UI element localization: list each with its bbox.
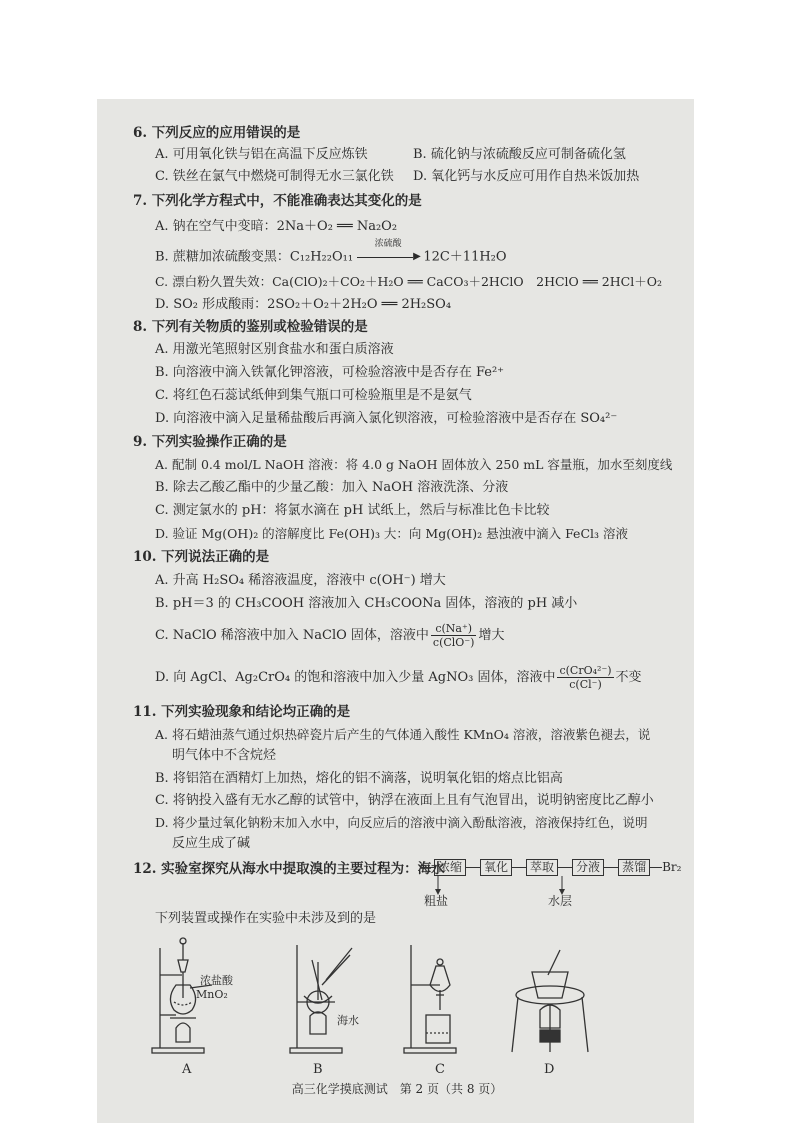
flow-step: 浓缩 — [434, 859, 466, 876]
flow-byproduct-water: 水层 — [548, 894, 573, 908]
q9-stem: 9. 下列实验操作正确的是 — [133, 434, 287, 450]
q10-d-fraction: $\frac{\text{c(CrO₄²⁻)}}{c(Cl^-)}$ — [559, 664, 612, 691]
q10-option-a: A. 升高 H₂SO₄ 稀溶液温度，溶液中 c(OH⁻) 增大 — [155, 573, 446, 588]
q11-option-d-line2: 反应生成了碱 — [172, 836, 251, 851]
flow-step: 蒸馏 — [618, 859, 650, 876]
apparatus-option-a: A — [182, 1062, 192, 1077]
q8-stem: 8. 下列有关物质的鉴别或检验错误的是 — [133, 319, 368, 335]
q11-option-b: B. 将铝箔在酒精灯上加热，熔化的铝不滴落，说明氧化铝的熔点比铝高 — [155, 771, 563, 786]
q6-option-d: D. 氧化钙与水反应可用作自热米饭加热 — [413, 169, 640, 184]
flow-step: 分液 — [572, 859, 604, 876]
flow-step: 氧化 — [480, 859, 512, 876]
q9-option-d: D. 验证 Mg(OH)₂ 的溶解度比 Fe(OH)₃ 大：向 Mg(OH)₂ 悬浊液中滴入 FeCl₃ 溶液 — [155, 526, 628, 541]
q12-stem: 12. 实验室探究从海水中提取溴的主要过程为：海水 — [133, 861, 445, 877]
label-conc-hcl: 浓盐酸 — [200, 974, 233, 987]
q10-c-fraction: $\frac{c(Na^+)}{\text{c(ClO⁻)}}$ — [432, 622, 475, 649]
q6-option-b: B. 硫化钠与浓硫酸反应可制备硫化氢 — [413, 147, 626, 162]
q10-option-c: C. NaClO 稀溶液中加入 NaClO 固体，溶液中 $\frac{c(Na^+)}{\text{c(ClO⁻)}}$ 增大 — [155, 622, 505, 649]
label-mno2: MnO₂ — [196, 988, 228, 1001]
q6-stem: 6. 下列反应的应用错误的是 — [133, 125, 301, 141]
q8-option-d: D. 向溶液中滴入足量稀盐酸后再滴入氯化钡溶液，可检验溶液中是否存在 SO₄²⁻ — [155, 411, 618, 426]
q11-option-a-line2: 明气体中不含烷烃 — [172, 748, 277, 763]
apparatus-option-b: B — [313, 1062, 323, 1077]
q8-option-a: A. 用激光笔照射区别食盐水和蛋白质溶液 — [155, 342, 394, 357]
flow-product: Br₂ — [662, 860, 682, 874]
q6-option-a: A. 可用氧化铁与铝在高温下反应炼铁 — [155, 147, 368, 162]
q7-b-condition: 浓硫酸 — [374, 239, 402, 249]
q9-option-c: C. 测定氯水的 pH：将氯水滴在 pH 试纸上，然后与标准比色卡比较 — [155, 503, 550, 518]
flow-step: 萃取 — [526, 859, 558, 876]
q8-option-c: C. 将红色石蕊试纸伸到集气瓶口可检验瓶里是不是氨气 — [155, 388, 472, 403]
apparatus-option-c: C — [435, 1062, 445, 1077]
q7-option-c: C. 漂白粉久置失效：Ca(ClO)₂＋CO₂＋H₂O ══ CaCO₃＋2HClO 2HClO ══ 2HCl＋O₂ — [155, 274, 662, 289]
q10-option-b: B. pH＝3 的 CH₃COOH 溶液加入 CH₃COONa 固体，溶液的 pH 减小 — [155, 596, 578, 611]
apparatus-d-crucible — [512, 950, 588, 1052]
apparatus-c-separatory-funnel — [404, 945, 456, 1053]
q10-option-d: D. 向 AgCl、Ag₂CrO₄ 的饱和溶液中加入少量 AgNO₃ 固体，溶液中 $\frac{\text{c(CrO₄²⁻)}}{c(Cl^-)}$ 不变 — [155, 664, 642, 691]
q9-option-a: A. 配制 0.4 mol/L NaOH 溶液：将 4.0 g NaOH 固体放入 250 mL 容量瓶，加水至刻度线 — [155, 457, 673, 472]
q6-option-c: C. 铁丝在氯气中燃烧可制得无水三氯化铁 — [155, 169, 394, 184]
q11-option-d-line1: D. 将少量过氧化钠粉末加入水中，向反应后的溶液中滴入酚酞溶液，溶液保持红色，说明 — [155, 815, 648, 830]
q8-option-b: B. 向溶液中滴入铁氰化钾溶液，可检验溶液中是否存在 Fe²⁺ — [155, 365, 505, 380]
q11-option-c: C. 将钠投入盛有无水乙醇的试管中，钠浮在液面上且有气泡冒出，说明钠密度比乙醇小 — [155, 793, 654, 808]
q11-stem: 11. 下列实验现象和结论均正确的是 — [133, 704, 351, 720]
label-seawater: 海水 — [337, 1014, 359, 1027]
q11-option-a-line1: A. 将石蜡油蒸气通过炽热碎瓷片后产生的气体通入酸性 KMnO₄ 溶液，溶液紫色褪去，说 — [155, 727, 651, 742]
page-footer: 高三化学摸底测试 第 2 页（共 8 页） — [291, 1082, 503, 1096]
q7-option-d: D. SO₂ 形成酸雨：2SO₂＋O₂＋2H₂O ══ 2H₂SO₄ — [155, 297, 452, 312]
apparatus-option-d: D — [544, 1062, 555, 1077]
q7-option-a: A. 钠在空气中变暗：2Na＋O₂ ══ Na₂O₂ — [155, 219, 398, 234]
q10-stem: 10. 下列说法正确的是 — [133, 549, 270, 565]
q12-subquestion: 下列装置或操作在实验中未涉及到的是 — [155, 911, 377, 926]
q9-option-b: B. 除去乙酸乙酯中的少量乙酸：加入 NaOH 溶液洗涤、分液 — [155, 480, 509, 495]
flow-byproduct-salt: 粗盐 — [424, 894, 449, 908]
q7-stem: 7. 下列化学方程式中，不能准确表达其变化的是 — [133, 193, 422, 209]
apparatus-b-evaporation — [290, 945, 352, 1053]
q7-option-b: B. 蔗糖加浓硫酸变黑：C₁₂H₂₂O₁₁ 浓硫酸 ▶ 12C＋11H₂O — [155, 248, 507, 267]
